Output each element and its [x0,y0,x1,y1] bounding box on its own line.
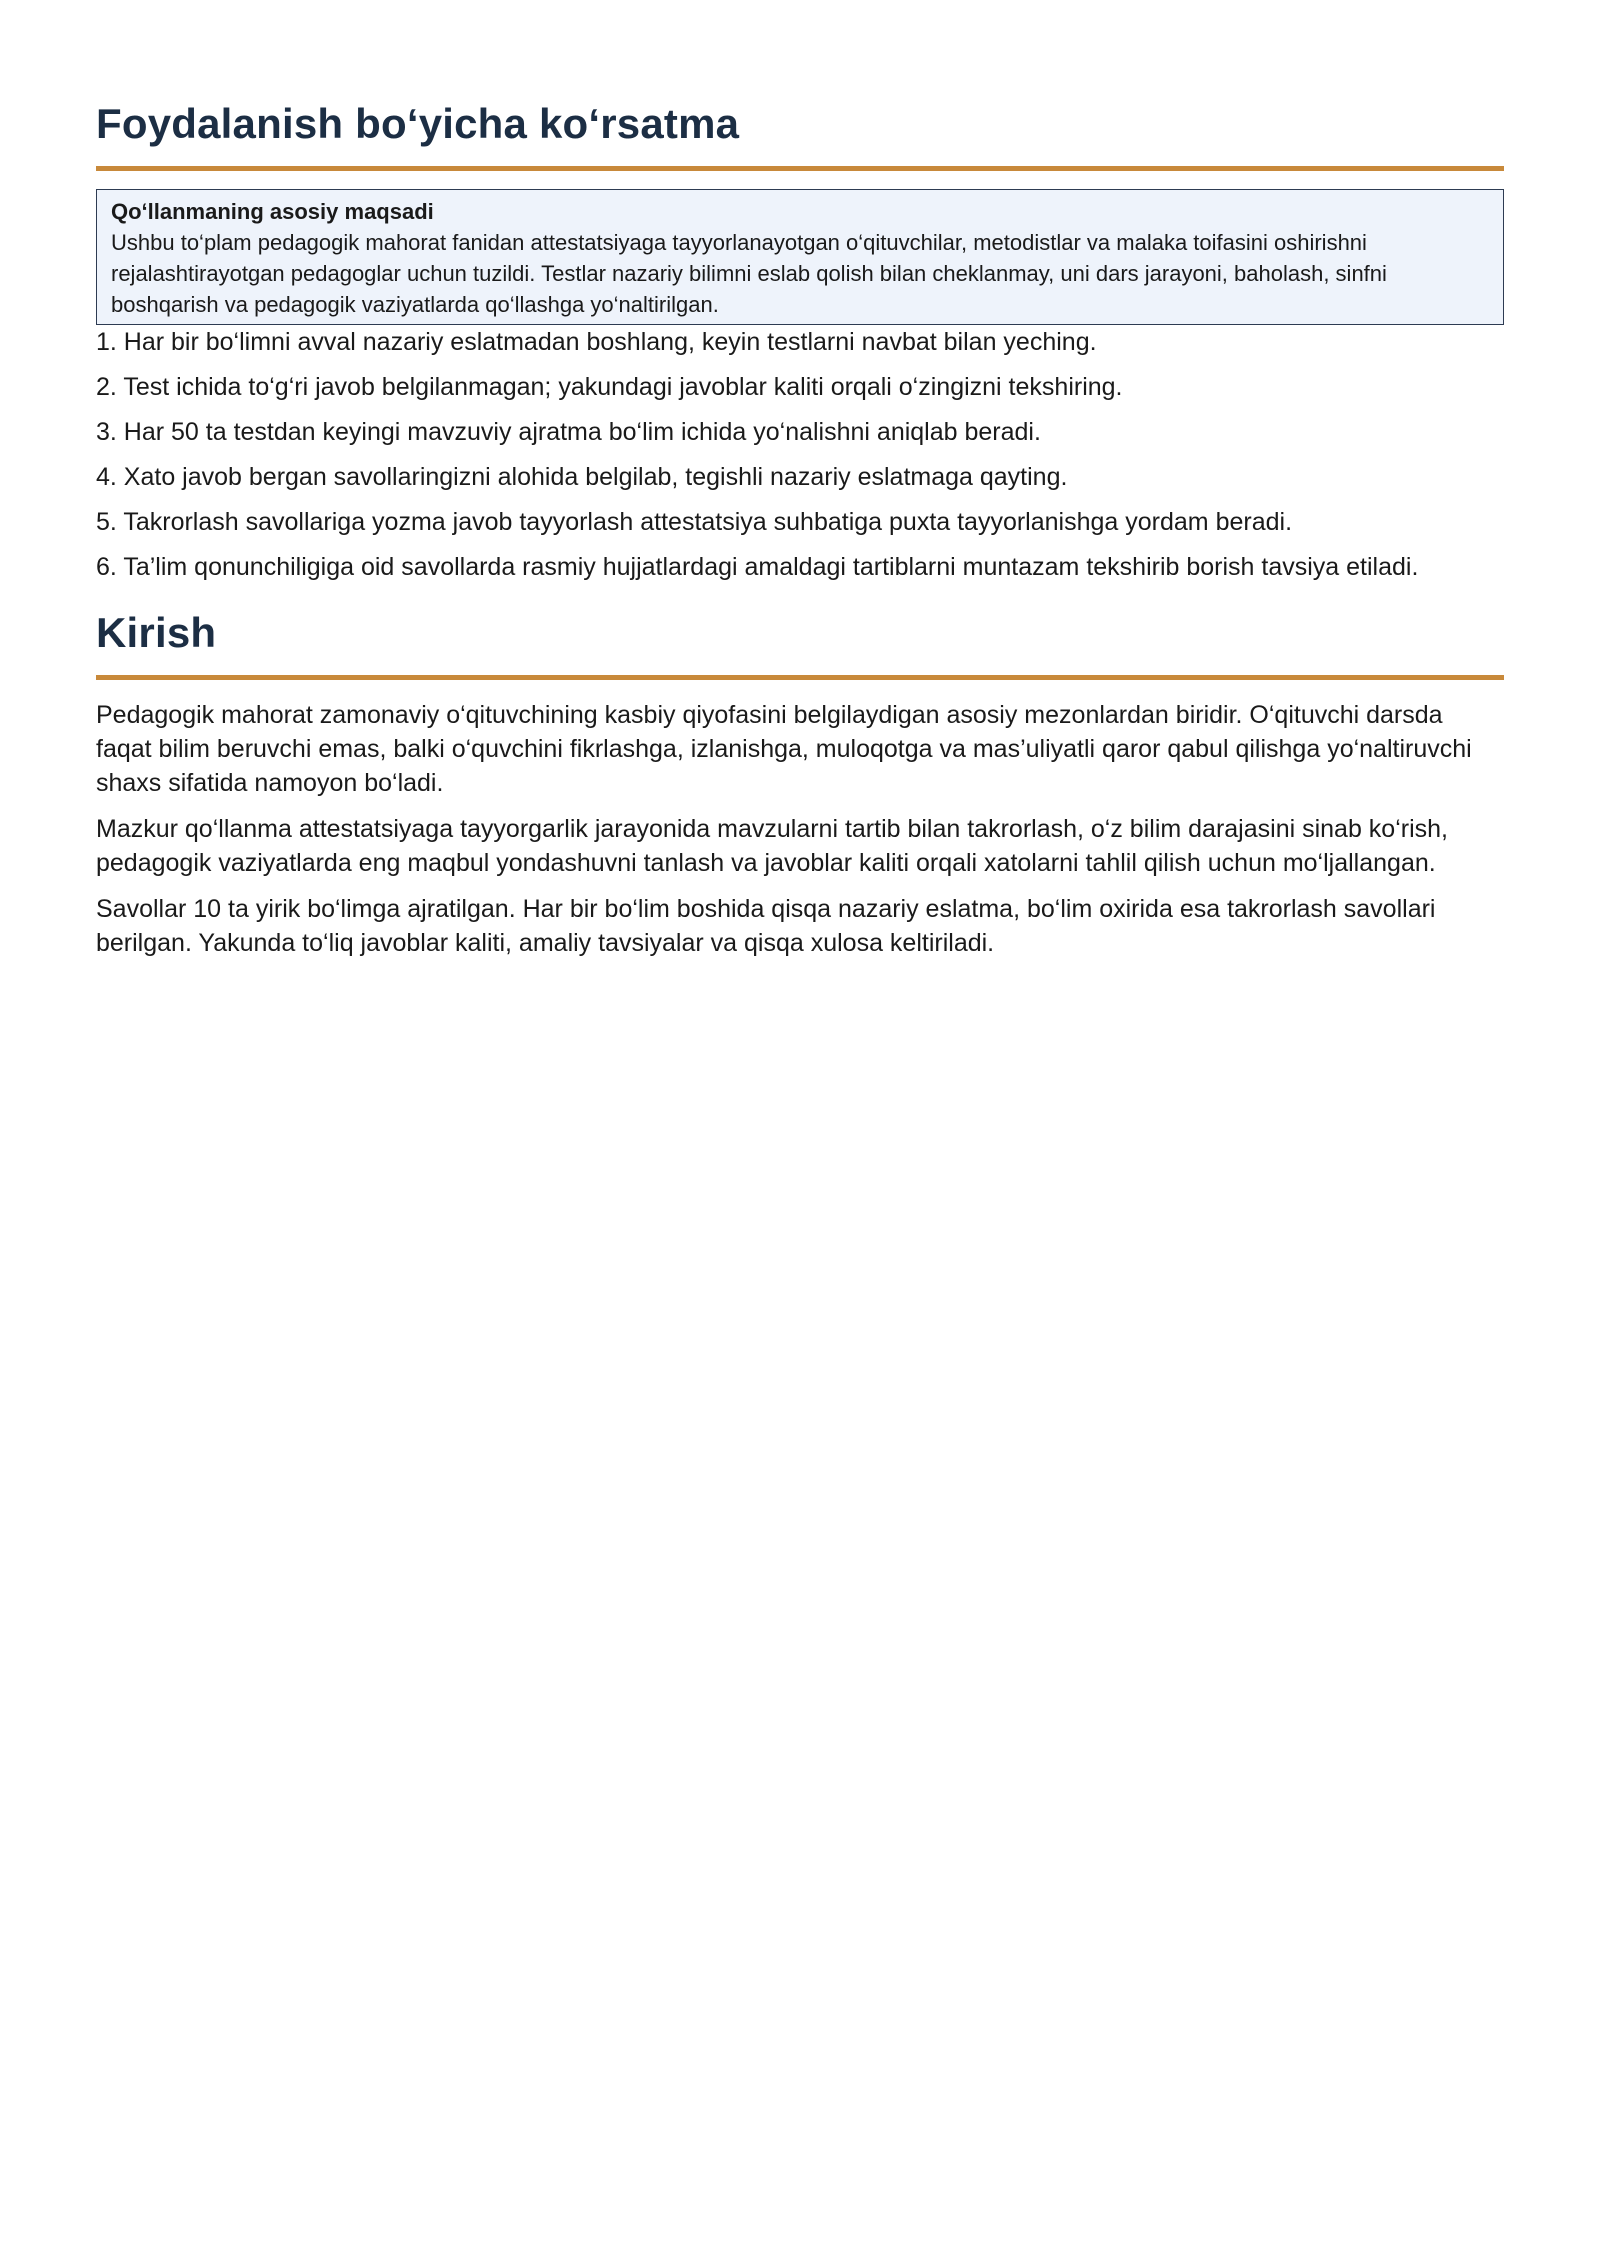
usage-section [96,96,1504,585]
usage-step: 6. Ta’lim qonunchiligiga oid savollarda rasmiy hujjatlardagi amaldagi tartiblarni muntazam tekshirib borish tavsiya etiladi. [96,553,1419,581]
usage-section-title: Foydalanish bo‘yicha ko‘rsatma [96,100,740,147]
intro-section [96,605,1504,960]
usage-step: 3. Har 50 ta testdan keyingi mavzuviy ajratma bo‘lim ichida yo‘nalishni aniqlab beradi. [96,418,1041,446]
usage-steps-list [96,325,1504,585]
usage-step: 5. Takrorlash savollariga yozma javob tayyorlash attestatsiya suhbatiga puxta tayyorlanishga yordam beradi. [96,508,1293,536]
intro-section-rule [96,675,1504,680]
intro-section-title: Kirish [96,609,217,656]
usage-step: 4. Xato javob bergan savollaringizni alohida belgilab, tegishli nazariy eslatmaga qayting. [96,463,1068,491]
purpose-callout-title: Qo‘llanmaning asosiy maqsadi [111,199,434,224]
usage-step: 2. Test ichida to‘g‘ri javob belgilanmagan; yakundagi javoblar kaliti orqali o‘zingizni tekshiring. [96,373,1123,401]
intro-paragraph: Pedagogik mahorat zamonaviy o‘qituvchining kasbiy qiyofasini belgilaydigan asosiy mezonlardan biridir. O‘qituvchi darsda faqat bilim beruvchi emas, balki o‘quvchini fikrlashga, izlanishga, muloqotga va mas’uliyatli qaror qabul qilishga yo‘naltiruvchi shaxs sifatida namoyon bo‘ladi. [96,701,1472,797]
purpose-callout-text: Ushbu to‘plam pedagogik mahorat fanidan attestatsiyaga tayyorlanayotgan o‘qituvchilar, metodistlar va malaka toifasini oshirishni rejalashtirayotgan pedagoglar uchun tuzildi. Testlar nazariy bilimni eslab qolish bilan cheklanmay, uni dars jarayoni, baholash, sinfni boshqarish va pedagogik vaziyatlarda qo‘llashga yo‘naltirilgan. [111,230,1387,317]
intro-paragraph: Savollar 10 ta yirik bo‘limga ajratilgan. Har bir bo‘lim boshida qisqa nazariy eslatma, bo‘lim oxirida esa takrorlash savollari berilgan. Yakunda to‘liq javoblar kaliti, amaliy tavsiyalar va qisqa xulosa keltiriladi. [96,895,1436,957]
usage-section-rule [96,166,1504,171]
intro-paragraph: Mazkur qo‘llanma attestatsiyaga tayyorgarlik jarayonida mavzularni tartib bilan takrorlash, o‘z bilim darajasini sinab ko‘rish, pedagogik vaziyatlarda eng maqbul yondashuvni tanlash va javoblar kaliti orqali xatolarni tahlil qilish uchun mo‘ljallangan. [96,815,1448,877]
usage-step: 1. Har bir bo‘limni avval nazariy eslatmadan boshlang, keyin testlarni navbat bilan yeching. [96,328,1097,356]
purpose-callout [96,189,1504,325]
